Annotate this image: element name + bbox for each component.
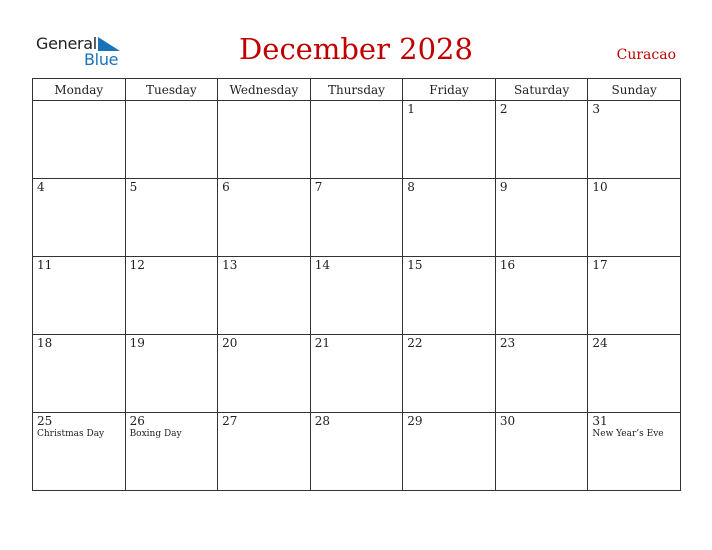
day-number: 16 [499,258,516,272]
day-cell [588,179,681,257]
day-number: 12 [129,258,145,272]
day-number: 31 [592,414,608,428]
week-row [33,101,681,179]
weekday-header: Friday [403,79,496,101]
day-cell [495,413,588,491]
day-cell [125,335,218,413]
day-cell [310,179,403,257]
calendar-title: December 2028 [239,32,473,66]
day-number: 11 [37,258,53,272]
day-cell [125,413,218,491]
week-row [33,257,681,335]
day-cell [403,101,496,179]
day-cell [403,335,496,413]
day-cell [495,257,588,335]
day-cell [495,179,588,257]
day-cell [310,335,403,413]
day-cell [495,101,588,179]
calendar-grid [32,78,681,491]
day-cell [33,413,126,491]
weekday-header: Tuesday [125,79,218,101]
day-cell [403,257,496,335]
week-row [33,179,681,257]
holiday-label: Boxing Day [129,429,182,439]
weekday-header: Wednesday [218,79,311,101]
day-cell [588,257,681,335]
day-number: 3 [592,102,601,116]
logo-text-blue: Blue [84,50,119,69]
day-number: 20 [222,336,238,350]
week-row [33,413,681,491]
day-number: 29 [407,414,423,428]
day-cell [218,413,311,491]
day-cell [310,257,403,335]
day-number: 4 [37,180,45,194]
day-cell [588,335,681,413]
weekday-header: Monday [33,79,126,101]
day-number: 2 [499,102,508,116]
country-label: Curacao [616,47,676,63]
day-number: 24 [592,336,608,350]
day-number: 23 [499,336,516,350]
weekday-header: Thursday [310,79,403,101]
weekday-header-row [33,79,681,101]
day-cell [125,257,218,335]
day-number: 8 [407,180,415,194]
day-cell [33,335,126,413]
day-number: 21 [314,336,330,350]
day-number: 30 [499,414,516,428]
day-number: 10 [592,180,608,194]
holiday-label: Christmas Day [37,429,105,439]
holiday-label: New Year’s Eve [592,429,664,439]
day-cell [33,101,126,179]
day-cell [33,179,126,257]
day-number: 27 [222,414,238,428]
day-cell [403,179,496,257]
day-cell [218,257,311,335]
day-number: 1 [407,102,415,116]
day-number: 13 [222,258,238,272]
day-cell [588,413,681,491]
day-number: 7 [314,180,323,194]
day-number: 9 [499,180,508,194]
day-cell [125,179,218,257]
logo-text-general: General [36,34,97,53]
day-cell [33,257,126,335]
day-number: 25 [37,414,53,428]
weekday-header: Sunday [588,79,681,101]
day-number: 22 [407,336,423,350]
day-cell [495,335,588,413]
day-cell [310,413,403,491]
day-number: 6 [222,180,230,194]
week-row [33,335,681,413]
day-cell [588,101,681,179]
day-number: 14 [314,258,330,272]
day-number: 26 [129,414,145,428]
day-number: 17 [592,258,608,272]
weekday-header: Saturday [495,79,588,101]
day-cell [403,413,496,491]
day-number: 18 [37,336,53,350]
day-cell [218,101,311,179]
day-number: 5 [129,180,138,194]
day-cell [218,335,311,413]
day-number: 28 [314,414,330,428]
day-number: 15 [407,258,423,272]
day-cell [125,101,218,179]
day-number: 19 [129,336,145,350]
day-cell [218,179,311,257]
day-cell [310,101,403,179]
